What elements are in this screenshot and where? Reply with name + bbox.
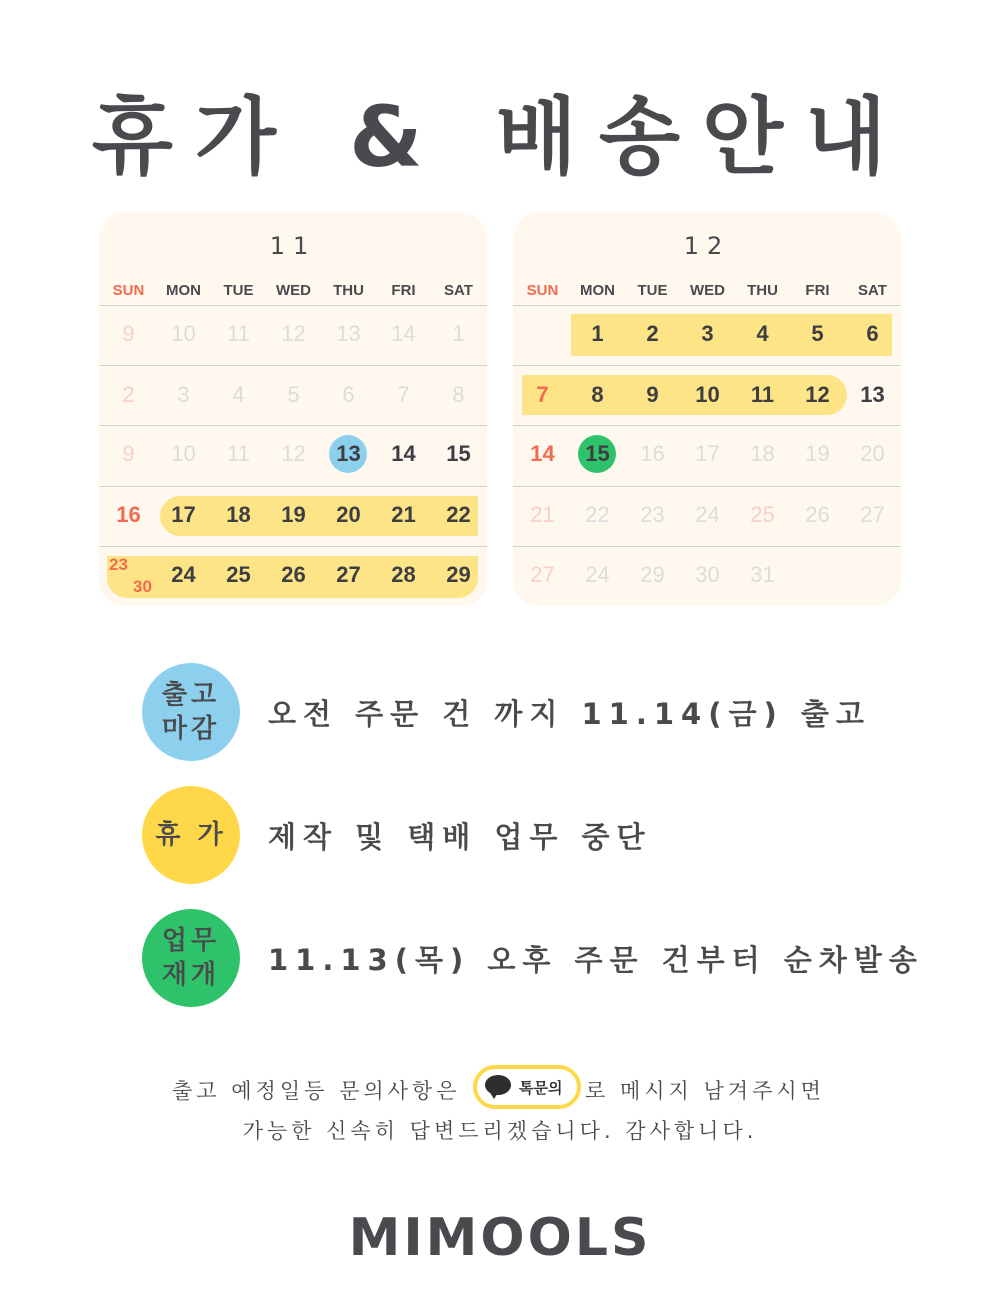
weekday-header [515, 282, 900, 302]
calendar-day: 15 [446, 441, 471, 466]
weekday-wed: WED [276, 282, 311, 299]
calendar-day: 1 [591, 321, 604, 346]
calendar-day: 22 [446, 502, 471, 527]
kakao-inquiry-button[interactable] [473, 1065, 581, 1109]
legend-badge-shipping-cutoff [142, 663, 240, 761]
calendar-day: 26 [805, 502, 830, 527]
legend-badge-line1: 휴 가 [155, 820, 227, 850]
calendar-day: 9 [122, 321, 135, 346]
calendar-day: 11 [750, 382, 775, 407]
calendar-day: 23 [109, 555, 128, 574]
calendar-day: 9 [122, 441, 135, 466]
calendar-day: 18 [750, 441, 775, 466]
calendar-day: 21 [391, 502, 416, 527]
legend-text-resume: 11.13(목) 오후 주문 건부터 순차발송 [268, 943, 924, 977]
weekday-thu: THU [333, 282, 364, 299]
calendar-day: 8 [452, 382, 465, 407]
weekday-thu: THU [747, 282, 778, 299]
page-title: 휴가 & 배송안내 [91, 88, 909, 186]
month-label-november: 11 [269, 232, 317, 260]
row-divider [513, 546, 901, 547]
legend-badge-line1: 출고 [161, 680, 221, 710]
legend-text-vacation: 제작 및 택배 업무 중단 [268, 820, 652, 854]
row-divider [99, 486, 487, 487]
calendar-day: 10 [695, 382, 720, 407]
calendar-day: 25 [226, 562, 251, 587]
calendar-day: 10 [171, 441, 196, 466]
weekday-mon: MON [580, 282, 615, 299]
row-divider [513, 425, 901, 426]
calendar-day: 29 [446, 562, 471, 587]
notice-line1-before: 출고 예정일등 문의사항은 [172, 1079, 461, 1103]
calendar-day: 28 [391, 562, 416, 587]
calendar-day: 12 [805, 382, 830, 407]
weekday-wed: WED [690, 282, 725, 299]
weekday-mon: MON [166, 282, 201, 299]
legend-badge-line1: 업무 [161, 926, 221, 956]
calendar-day: 30 [695, 562, 720, 587]
calendar-day: 20 [860, 441, 885, 466]
calendar-day: 18 [226, 502, 251, 527]
calendar-day: 12 [281, 441, 306, 466]
calendar-day: 23 [640, 502, 665, 527]
calendar-day: 30 [133, 577, 152, 596]
calendar-day: 6 [866, 321, 879, 346]
calendar-day: 3 [701, 321, 714, 346]
calendar-day: 9 [646, 382, 659, 407]
calendar-day: 13 [336, 441, 361, 466]
calendar-day: 16 [116, 502, 141, 527]
row-divider [99, 546, 487, 547]
calendar-day: 7 [536, 382, 549, 407]
calendar-day: 27 [530, 562, 555, 587]
calendar-day: 13 [860, 382, 885, 407]
weekday-sat: SAT [858, 282, 887, 299]
calendar-day: 21 [530, 502, 555, 527]
calendar-day: 24 [171, 562, 196, 587]
calendar-day: 25 [750, 502, 775, 527]
calendar-day: 11 [227, 321, 250, 346]
legend-badge-resume [142, 909, 240, 1007]
calendar-day: 10 [171, 321, 196, 346]
legend-badge-line2: 재개 [161, 960, 221, 990]
weekday-fri: FRI [391, 282, 416, 299]
calendar-day: 27 [336, 562, 361, 587]
calendar-day: 29 [640, 562, 665, 587]
calendar-day: 1 [452, 321, 465, 346]
calendar-day: 5 [811, 321, 824, 346]
calendar-day: 19 [281, 502, 306, 527]
calendar-day: 31 [750, 562, 775, 587]
calendar-day: 26 [281, 562, 306, 587]
calendar-day: 14 [391, 321, 416, 346]
row-divider [513, 305, 901, 306]
calendar-day: 24 [695, 502, 720, 527]
calendar-day: 16 [640, 441, 665, 466]
kakao-inquiry-label: 톡문의 [519, 1079, 563, 1097]
calendar-day: 7 [397, 382, 410, 407]
legend-badge-line2: 마감 [161, 714, 221, 744]
notice-line1-after: 로 메시지 남겨주시면 [585, 1079, 825, 1103]
calendar-day: 13 [336, 321, 361, 346]
calendar-day: 2 [122, 382, 135, 407]
calendar-day: 14 [391, 441, 416, 466]
calendar-day: 4 [756, 321, 769, 346]
row-divider [99, 365, 487, 366]
calendar-day: 8 [591, 382, 604, 407]
legend-text-shipping-cutoff: 오전 주문 건 까지 11.14(금) 출고 [268, 697, 871, 731]
calendar-day: 17 [695, 441, 720, 466]
row-divider [513, 365, 901, 366]
weekday-tue: TUE [223, 282, 254, 299]
weekday-sun: SUN [526, 282, 559, 299]
calendar-day: 14 [530, 441, 555, 466]
calendar-day: 4 [232, 382, 245, 407]
calendar-day: 12 [281, 321, 306, 346]
row-divider [513, 486, 901, 487]
calendar-day: 5 [287, 382, 300, 407]
calendar-day: 19 [805, 441, 830, 466]
weekday-header [101, 282, 486, 302]
weekday-sat: SAT [444, 282, 473, 299]
legend-badge-vacation [142, 786, 240, 884]
weekday-tue: TUE [637, 282, 668, 299]
month-label-december: 12 [683, 232, 731, 260]
calendar-day: 22 [585, 502, 610, 527]
calendar-day: 20 [336, 502, 361, 527]
calendar-day: 11 [227, 441, 250, 466]
calendar-day: 15 [585, 441, 610, 466]
weekday-fri: FRI [805, 282, 830, 299]
brand-logo: MIMOOLS [348, 1208, 652, 1268]
speech-bubble-tail-icon [489, 1091, 499, 1099]
calendar-day: 24 [585, 562, 610, 587]
calendar-day: 17 [171, 502, 196, 527]
calendar-day: 3 [177, 382, 190, 407]
calendar-day: 2 [646, 321, 659, 346]
row-divider [99, 425, 487, 426]
row-divider [99, 305, 487, 306]
weekday-sun: SUN [112, 282, 145, 299]
calendar-day: 27 [860, 502, 885, 527]
calendar-day: 6 [342, 382, 355, 407]
notice-line2: 가능한 신속히 답변드리겠습니다. 감사합니다. [242, 1119, 758, 1143]
